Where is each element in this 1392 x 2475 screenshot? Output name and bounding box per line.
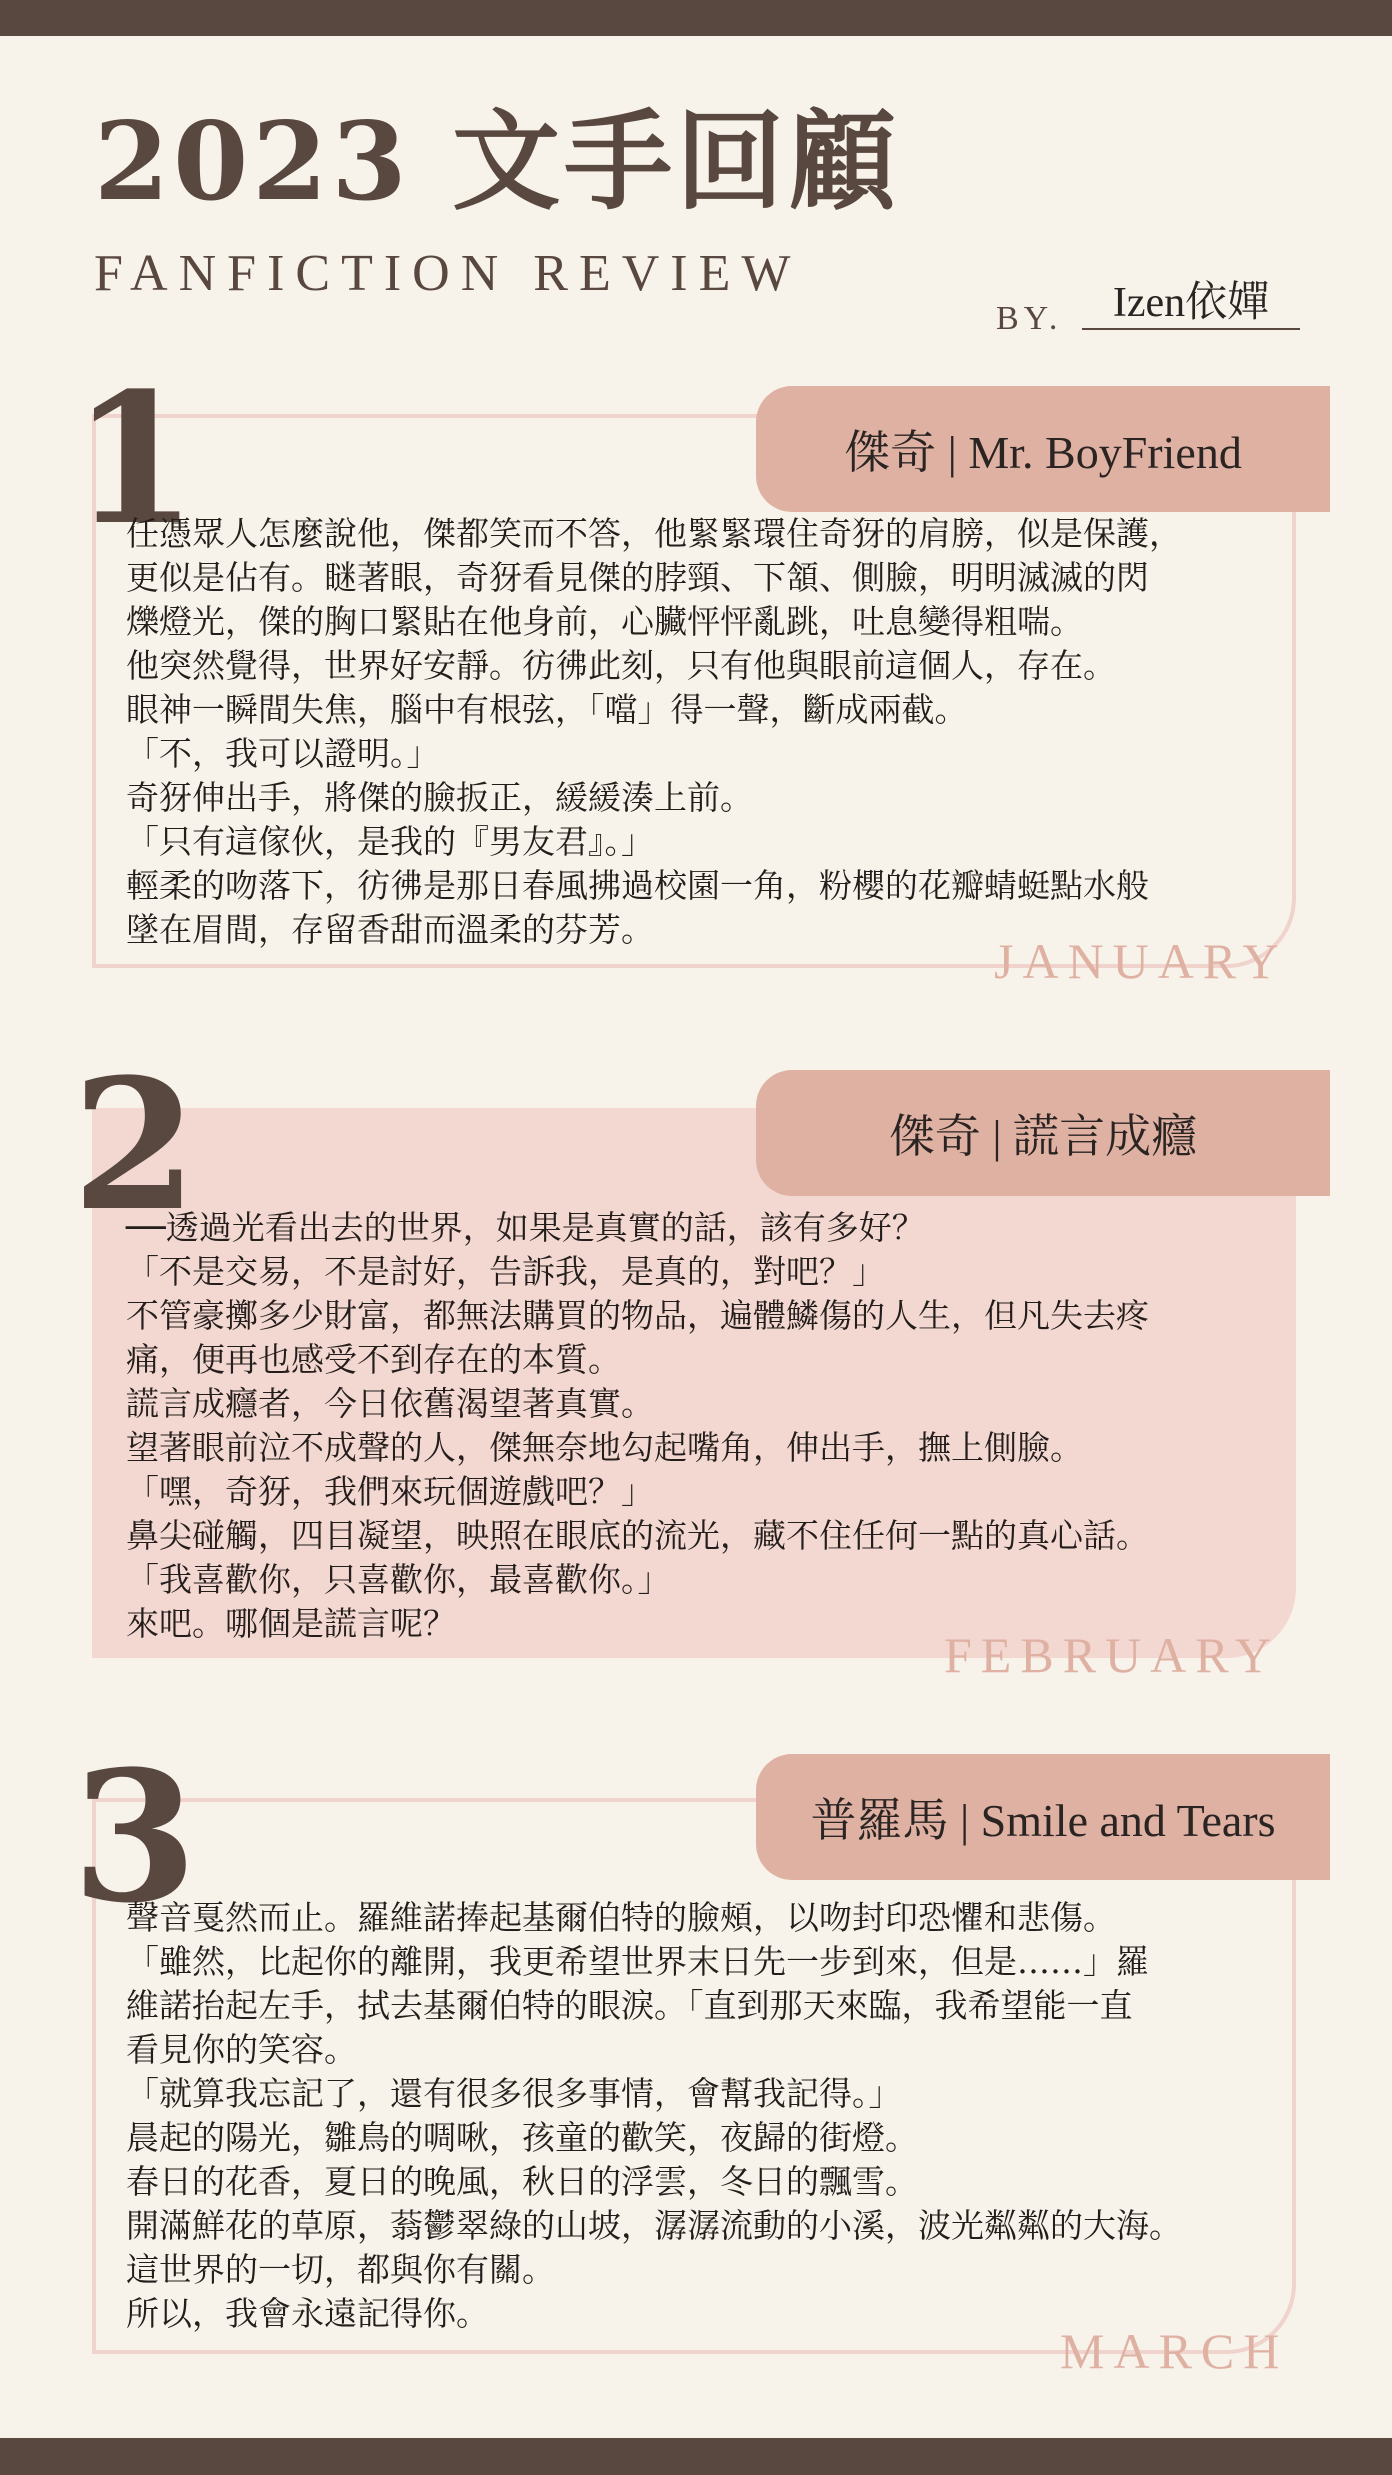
body-line: 「只有這傢伙，是我的『男友君』。」 (126, 822, 654, 861)
entry-heading-tab: 傑奇 | Mr. BoyFriend (756, 386, 1330, 512)
entry-heading-tab: 普羅馬 | Smile and Tears (756, 1754, 1330, 1880)
body-line: 「嘿，奇犽，我們來玩個遊戲吧？」 (126, 1472, 654, 1511)
by-label: BY. (996, 300, 1063, 337)
body-line: 晨起的陽光，雛鳥的啁啾，孩童的歡笑，夜歸的街燈。 (126, 2118, 918, 2157)
body-line: 望著眼前泣不成聲的人，傑無奈地勾起嘴角，伸出手，撫上側臉。 (126, 1428, 1083, 1467)
body-line: 「我喜歡你，只喜歡你，最喜歡你。」 (126, 1560, 671, 1599)
body-line: 他突然覺得，世界好安靜。彷彿此刻，只有他與眼前這個人，存在。 (126, 646, 1116, 685)
body-line: 痛，便再也感受不到存在的本質。 (126, 1340, 621, 1379)
body-line: 任憑眾人怎麼說他，傑都笑而不答，他緊緊環住奇犽的肩膀，似是保護， (126, 514, 1182, 553)
body-line: 聲音戛然而止。羅維諾捧起基爾伯特的臉頰，以吻封印恐懼和悲傷。 (126, 1898, 1116, 1937)
entry-month: MARCH (1060, 2323, 1289, 2379)
body-line: 看見你的笑容。 (126, 2030, 357, 2069)
entry-body (126, 512, 1296, 952)
body-line: 維諾抬起左手，拭去基爾伯特的眼淚。「直到那天來臨，我希望能一直 (126, 1986, 1133, 2025)
page-title: 2023 文手回顧 (94, 99, 901, 225)
entry-number: 2 (72, 1040, 198, 1251)
entry-body (126, 1206, 1296, 1646)
body-line: 春日的花香，夏日的晚風，秋日的浮雲，冬日的飄雪。 (126, 2162, 918, 2201)
bottom-bar (0, 2438, 1392, 2475)
body-line: ──透過光看出去的世界，如果是真實的話，該有多好？ (126, 1208, 925, 1247)
body-line: 所以，我會永遠記得你。 (126, 2294, 489, 2333)
entry-body (126, 1896, 1296, 2336)
body-line: 奇犽伸出手，將傑的臉扳正，緩緩湊上前。 (126, 778, 753, 817)
entry-heading-tab: 傑奇 | 謊言成癮 (756, 1070, 1330, 1196)
body-line: 開滿鮮花的草原，蓊鬱翠綠的山坡，潺潺流動的小溪，波光粼粼的大海。 (126, 2206, 1182, 2245)
body-line: 「不是交易，不是討好，告訴我，是真的，對吧？」 (126, 1252, 885, 1291)
body-line: 眼神一瞬間失焦，腦中有根弦，「噹」得一聲，斷成兩截。 (126, 690, 968, 729)
page-subtitle: FANFICTION REVIEW (94, 245, 802, 302)
entry-number: 1 (72, 354, 198, 565)
body-line: 墜在眉間，存留香甜而溫柔的芬芳。 (126, 910, 654, 949)
body-line: 更似是佔有。瞇著眼，奇犽看見傑的脖頸、下頷、側臉，明明滅滅的閃 (126, 558, 1149, 597)
body-line: 輕柔的吻落下，彷彿是那日春風拂過校園一角，粉櫻的花瓣蜻蜓點水般 (126, 866, 1149, 905)
body-line: 鼻尖碰觸，四目凝望，映照在眼底的流光，藏不住任何一點的真心話。 (126, 1516, 1149, 1555)
body-line: 「就算我忘記了，還有很多很多事情，會幫我記得。」 (126, 2074, 902, 2113)
author-name: Izen依嬋 (1082, 278, 1300, 330)
entry-month: JANUARY (994, 933, 1288, 989)
body-line: 謊言成癮者，今日依舊渴望著真實。 (126, 1384, 654, 1423)
body-line: 不管豪擲多少財富，都無法購買的物品，遍體鱗傷的人生，但凡失去疼 (126, 1296, 1149, 1335)
body-line: 爍燈光，傑的胸口緊貼在他身前，心臟怦怦亂跳，吐息變得粗喘。 (126, 602, 1083, 641)
top-bar (0, 0, 1392, 36)
body-line: 來吧。哪個是謊言呢？ (126, 1604, 456, 1643)
entry-number: 3 (72, 1732, 198, 1943)
body-line: 「雖然，比起你的離開，我更希望世界末日先一步到來，但是……」羅 (126, 1942, 1149, 1981)
entry-month: FEBRUARY (944, 1627, 1280, 1683)
body-line: 這世界的一切，都與你有關。 (126, 2250, 555, 2289)
body-line: 「不，我可以證明。」 (126, 734, 440, 773)
